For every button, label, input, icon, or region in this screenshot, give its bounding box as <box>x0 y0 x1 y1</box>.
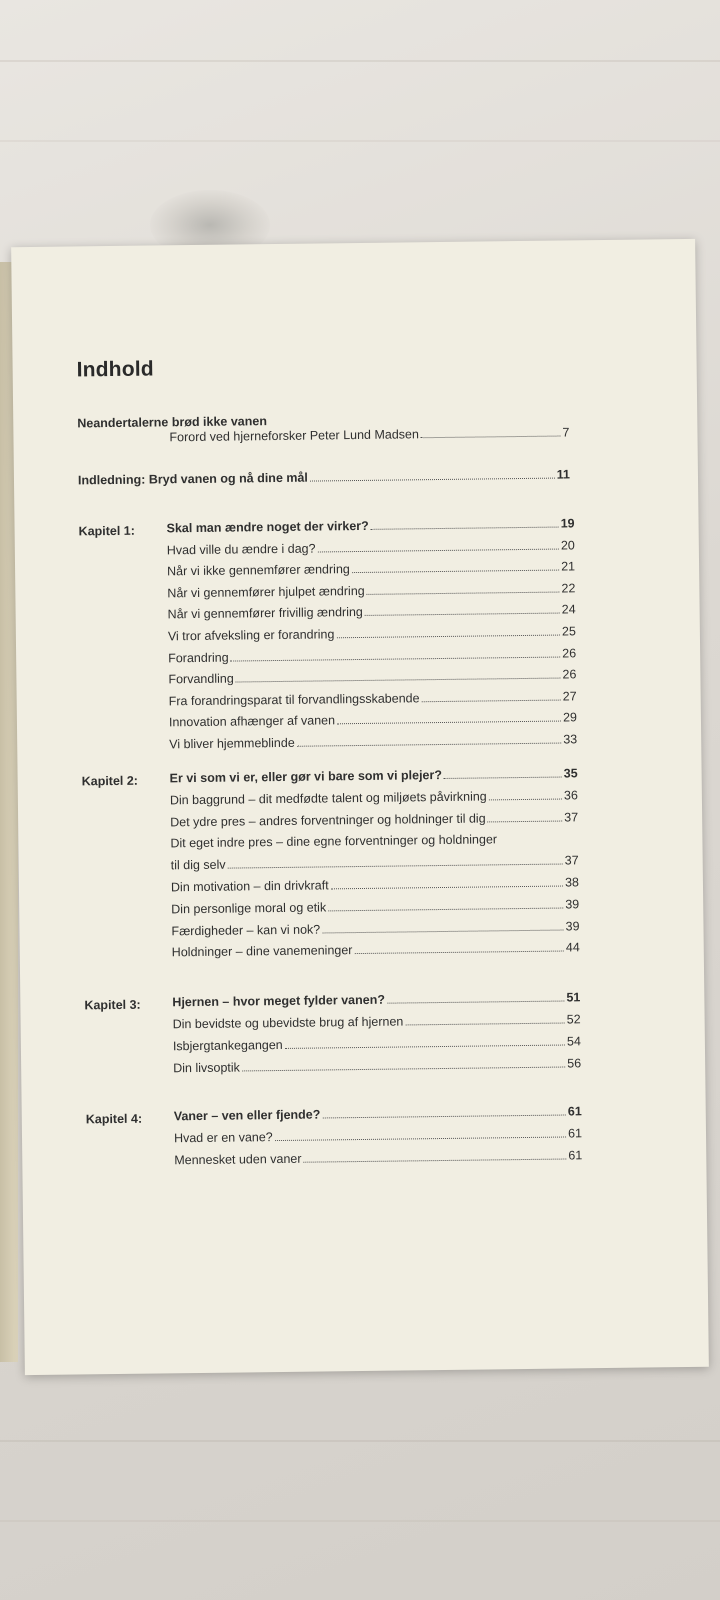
toc-entry-page: 33 <box>563 732 578 747</box>
leader-dots <box>328 898 563 911</box>
toc-entry <box>170 832 578 857</box>
leader-dots <box>444 768 562 779</box>
toc-entry <box>173 1012 581 1037</box>
toc-entry-page: 39 <box>565 897 580 912</box>
leader-dots <box>367 582 560 594</box>
toc-entry-text: Dit eget indre pres – dine egne forventninger og holdninger <box>170 832 498 851</box>
toc-entry-text: Hvad ville du ændre i dag? <box>166 541 316 557</box>
toc-entry <box>171 919 579 944</box>
leader-dots <box>488 811 563 822</box>
toc-entry-page: 25 <box>561 624 576 639</box>
toc-entry <box>169 711 577 736</box>
leader-dots <box>322 920 563 933</box>
leader-dots <box>421 427 561 439</box>
toc-entry-page: 39 <box>565 918 580 934</box>
leader-dots <box>285 1036 565 1049</box>
leader-dots <box>387 992 565 1004</box>
leader-dots <box>317 539 558 552</box>
toc-entry-text: til dig selv <box>170 857 226 873</box>
page-title: Indhold <box>76 357 154 382</box>
toc-entry-text: Isbjergtankegangen <box>172 1037 283 1054</box>
toc-entry-text: Fra forandringsparat til forvandlingsskabende <box>168 691 420 709</box>
toc-entry-text: Indledning: Bryd vanen og nå dine mål <box>77 470 308 488</box>
toc-entry-text: Det ydre pres – andres forventninger og holdninger til dig <box>170 811 486 829</box>
toc-entry <box>168 646 576 671</box>
toc-entry-text: Din livsoptik <box>173 1060 240 1076</box>
toc-entry-page: 22 <box>561 581 576 596</box>
toc-entry <box>171 875 579 900</box>
toc-entry-page: 51 <box>566 990 581 1005</box>
toc-entry <box>167 560 575 585</box>
toc-entry-text: Når vi gennemfører hjulpet ændring <box>167 583 365 601</box>
leader-dots <box>228 855 563 869</box>
toc-entry-page: 21 <box>561 559 576 574</box>
leader-dots <box>337 712 561 725</box>
toc-entry-text: Din bevidste og ubevidste brug af hjernen <box>172 1014 404 1032</box>
toc-entry-page: 27 <box>562 689 577 704</box>
toc-entry-text: Vi tror afveksling er forandring <box>167 627 335 644</box>
toc-entry <box>169 689 577 714</box>
toc-entry-page: 7 <box>562 425 570 440</box>
toc-entry-text: Din personlige moral og etik <box>171 900 327 917</box>
toc-entry-page: 52 <box>566 1012 581 1027</box>
toc-entry <box>174 1104 582 1129</box>
preface-heading: Neandertalerne brød ikke vanen <box>77 414 268 431</box>
toc-entry <box>170 810 578 835</box>
toc-entry <box>173 1034 581 1059</box>
toc-entry-page: 36 <box>563 788 578 803</box>
toc-entry-page: 26 <box>562 645 577 661</box>
leader-dots <box>310 469 555 482</box>
leader-dots <box>322 1106 566 1119</box>
leader-dots <box>352 561 559 574</box>
toc-entry <box>172 990 580 1015</box>
toc-entry-page: 29 <box>562 710 578 725</box>
toc-entry <box>166 516 574 541</box>
toc-entry-text: Færdigheder – kan vi nok? <box>171 922 321 938</box>
toc-entry-text: Er vi som vi er, eller gør vi bare som vi plejer? <box>169 767 443 786</box>
toc-entry-text: Når vi ikke gennemfører ændring <box>167 562 350 579</box>
toc-entry <box>172 941 580 966</box>
toc-entry <box>169 732 577 757</box>
toc-entry-text: Vaner – ven eller fjende? <box>173 1107 321 1124</box>
leader-dots <box>331 877 563 890</box>
toc-entry <box>171 897 579 922</box>
toc-entry <box>170 766 578 791</box>
toc-entry <box>167 538 575 563</box>
leader-dots <box>489 789 562 800</box>
toc-entry-page: 19 <box>560 516 575 531</box>
toc-entry-text: Vi bliver hjemmeblinde <box>169 735 295 752</box>
toc-entry-page: 54 <box>566 1034 581 1049</box>
toc-entry <box>174 1126 582 1151</box>
leader-dots <box>365 604 560 616</box>
toc-entry-page: 37 <box>564 853 579 868</box>
toc-entry-page: 11 <box>556 467 571 482</box>
leader-dots <box>336 626 560 639</box>
toc-entry <box>168 603 576 628</box>
toc-entry-text: Innovation afhænger af vanen <box>168 713 336 730</box>
chapter-label: Kapitel 4: <box>85 1111 143 1127</box>
toc-entry-text: Forvandling <box>168 671 234 687</box>
toc-entry-page: 61 <box>567 1104 582 1119</box>
leader-dots <box>297 734 562 747</box>
toc-entry <box>171 854 579 879</box>
toc-entry-page: 20 <box>560 537 575 553</box>
toc-entry-page: 38 <box>564 875 580 890</box>
leader-dots <box>236 669 561 683</box>
toc-entry <box>174 1148 582 1173</box>
book-page <box>11 239 709 1375</box>
leader-dots <box>275 1128 567 1142</box>
toc-entry <box>169 425 569 450</box>
toc-entry <box>168 668 576 693</box>
toc-entry-page: 61 <box>568 1126 583 1141</box>
toc-entry-page: 44 <box>565 940 580 955</box>
toc-entry-page: 26 <box>562 667 577 682</box>
toc-entry-page: 56 <box>567 1056 582 1071</box>
leader-dots <box>231 647 561 661</box>
chapter-label: Kapitel 2: <box>81 773 139 789</box>
toc-entry <box>168 624 576 649</box>
toc-entry <box>167 581 575 606</box>
toc-entry-text: Mennesket uden vaner <box>174 1151 302 1168</box>
toc-entry-text: Din motivation – din drivkraft <box>170 878 329 895</box>
leader-dots <box>303 1150 566 1163</box>
toc-entry <box>170 788 578 813</box>
chapter-label: Kapitel 3: <box>84 997 141 1013</box>
toc-entry <box>78 467 570 493</box>
toc-entry-page: 37 <box>564 809 579 825</box>
toc-entry-page: 24 <box>561 602 576 617</box>
toc-entry-text: Hjernen – hvor meget fylder vanen? <box>172 992 386 1010</box>
leader-dots <box>405 1014 564 1026</box>
leader-dots <box>242 1058 566 1072</box>
toc-entry-page: 61 <box>568 1148 583 1163</box>
toc-entry-text: Holdninger – dine vanemeninger <box>171 943 353 960</box>
toc-entry-text: Din baggrund – dit medfødte talent og miljøets påvirkning <box>169 789 487 808</box>
toc-entry <box>173 1056 581 1081</box>
toc-entry-text: Når vi gennemfører frivillig ændring <box>167 605 363 622</box>
toc-entry-text: Skal man ændre noget der virker? <box>166 518 369 536</box>
toc-entry-text: Hvad er en vane? <box>173 1130 273 1146</box>
leader-dots <box>354 942 564 955</box>
chapter-label: Kapitel 1: <box>78 523 135 539</box>
toc-entry-page: 35 <box>563 766 578 781</box>
toc-entry-text: Forord ved hjerneforsker Peter Lund Madsen <box>169 427 419 445</box>
leader-dots <box>421 690 560 702</box>
toc-entry-text: Forandring <box>168 650 229 665</box>
leader-dots <box>371 518 559 530</box>
